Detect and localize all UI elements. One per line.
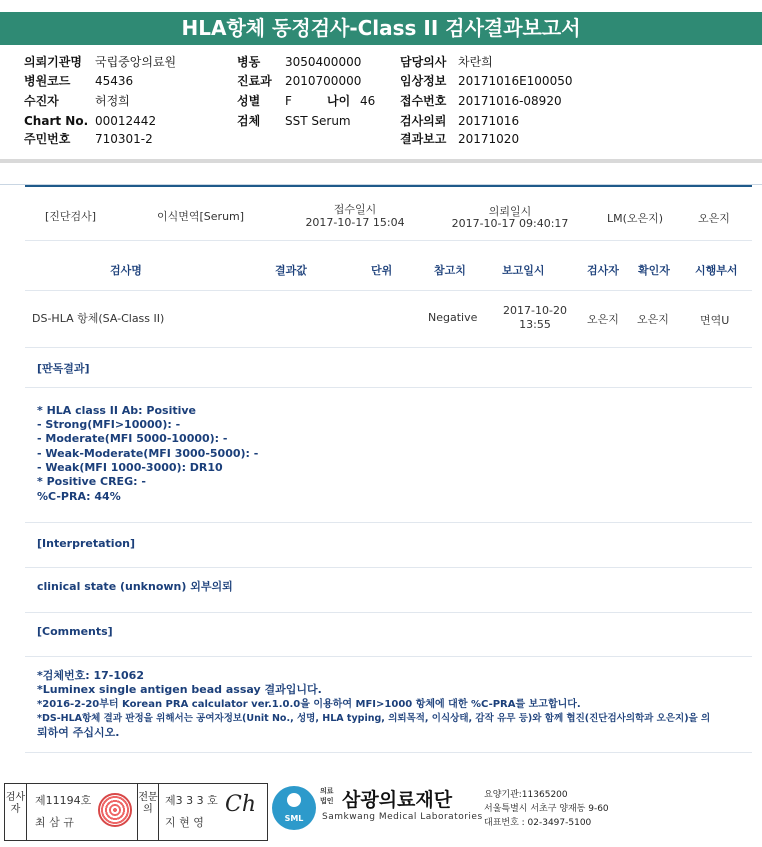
chart-label: Chart No. [24, 114, 89, 128]
signature: Ch [225, 792, 257, 817]
lab-name: LM(오은지) [607, 212, 664, 225]
person-name: 오은지 [698, 212, 730, 225]
clinical-value: 20171016E100050 [458, 74, 573, 88]
col-unit: 단위 [371, 264, 393, 277]
resident-value: 710301-2 [95, 132, 153, 146]
row-test: DS-HLA 항체(SA-Class II) [32, 312, 165, 325]
specimen-value: SST Serum [285, 114, 351, 128]
comment-line: 뢰하여 주십시오. [37, 726, 120, 739]
result-line: * HLA class II Ab: Positive [37, 404, 197, 417]
patient-info [0, 0, 762, 150]
col-reference: 참고치 [434, 264, 466, 277]
request-value: 20171016 [458, 114, 520, 128]
result-line: - Strong(MFI>10000): - [37, 418, 181, 431]
row-report-time: 13:55 [519, 318, 551, 331]
separator [25, 567, 752, 568]
logo-text: SML [284, 814, 304, 823]
address: 서울특별시 서초구 양재동 9-60 [484, 804, 609, 814]
separator [25, 752, 752, 753]
specimen-label: 검체 [237, 114, 261, 128]
seal-stamp [98, 793, 132, 827]
org-prefix-2: 법인 [320, 797, 334, 805]
institution-label: 의뢰기관명 [24, 55, 82, 69]
reviewer-number: 제3 3 3 호 [165, 794, 218, 807]
separator [25, 290, 752, 291]
result-line: - Weak(MFI 1000-3000): DR10 [37, 461, 223, 474]
hospital-code-label: 병원코드 [24, 74, 71, 88]
patient-value: 허정희 [95, 94, 130, 108]
col-report-date: 보고일시 [502, 264, 545, 277]
org-name-en: Samkwang Medical Laboratories [322, 812, 483, 822]
care-number: 요양기관:11365200 [484, 790, 568, 800]
received-label: 접수일시 [333, 203, 377, 216]
requested-label: 의뢰일시 [488, 205, 532, 218]
sex-label: 성별 [237, 94, 261, 108]
result-heading: [판독결과] [37, 362, 90, 375]
comment-line: *검체번호: 17-1062 [37, 669, 144, 682]
separator [25, 522, 752, 523]
tester-number: 제11194호 [35, 794, 92, 807]
divider-strip [0, 159, 762, 163]
org-name: 삼광의료재단 [342, 789, 453, 811]
col-tester: 검사자 [587, 264, 619, 277]
separator [25, 387, 752, 388]
age-label: 나이 [327, 94, 351, 108]
resident-label: 주민번호 [24, 132, 71, 146]
col-value: 결과값 [275, 264, 307, 277]
tester-label: 검사자 [5, 784, 27, 840]
row-tester: 오은지 [587, 313, 619, 326]
sml-logo-icon [272, 786, 316, 830]
accession-label: 접수번호 [400, 94, 447, 108]
result-value: 20171020 [458, 132, 520, 146]
org-prefix-1: 의료 [320, 787, 334, 795]
hospital-code-value: 45436 [95, 74, 134, 88]
col-confirmer: 확인자 [638, 264, 670, 277]
accession-value: 20171016-08920 [458, 94, 562, 108]
separator [25, 240, 752, 241]
ward-value: 3050400000 [285, 55, 362, 69]
separator [25, 347, 752, 348]
institution-value: 국립중앙의료원 [95, 55, 177, 69]
row-reference: Negative [428, 311, 478, 324]
doctor-value: 차란희 [458, 55, 493, 69]
phone: 대표번호 : 02-3497-5100 [484, 818, 592, 828]
row-report-date: 2017-10-20 [503, 304, 567, 317]
result-line: - Weak-Moderate(MFI 3000-5000): - [37, 447, 259, 460]
clinical-label: 임상정보 [400, 74, 447, 88]
dept-value: 2010700000 [285, 74, 362, 88]
signature-box [4, 783, 268, 841]
comment-line: *2016-2-20부터 Korean PRA calculator ver.1.0.0을 이용하여 MFI>1000 항체에 대한 %C-PRA를 보고합니다. [37, 699, 581, 710]
ward-label: 병동 [237, 55, 261, 69]
interpretation-heading: [Interpretation] [37, 537, 135, 550]
request-label: 검사의뢰 [400, 114, 447, 128]
result-line: %C-PRA: 44% [37, 490, 121, 503]
doctor-label: 담당의사 [400, 55, 447, 69]
comments-heading: [Comments] [37, 625, 113, 638]
separator [25, 656, 752, 657]
requested-value: 2017-10-17 09:40:17 [451, 217, 569, 230]
col-dept: 시행부서 [695, 264, 738, 277]
received-value: 2017-10-17 15:04 [305, 216, 405, 229]
logo-dot [287, 793, 301, 807]
interpretation-text: clinical state (unknown) 외부의뢰 [37, 580, 233, 593]
tester-name: 최 삼 규 [35, 816, 74, 829]
reviewer-label: 전문의 [137, 784, 159, 840]
dept-tag: [진단검사] [45, 210, 97, 223]
col-test: 검사명 [110, 264, 142, 277]
reviewer-name: 지 현 영 [165, 816, 204, 829]
result-line: - Moderate(MFI 5000-10000): - [37, 432, 228, 445]
patient-label: 수진자 [24, 94, 59, 108]
sex-value: F [285, 94, 292, 108]
divider-blue [25, 185, 752, 187]
comment-line: *Luminex single antigen bead assay 결과입니다. [37, 683, 322, 696]
specimen-tag: 이식면역[Serum] [157, 210, 245, 223]
comment-line: *DS-HLA항체 결과 판정을 위해서는 공여자정보(Unit No., 성명, HLA typing, 의뢰목적, 이식상태, 감작 유무 등)와 함께 협진(진단검사의학과 오은지)을 의 [37, 713, 711, 724]
dept-label: 진료과 [237, 74, 272, 88]
chart-value: 00012442 [95, 114, 157, 128]
result-line: * Positive CREG: - [37, 475, 146, 488]
separator [25, 612, 752, 613]
age-value: 46 [360, 94, 376, 108]
report-title: HLA항체 동정검사-Class II 검사결과보고서 [0, 12, 762, 45]
result-label: 결과보고 [400, 132, 447, 146]
row-confirmer: 오은지 [637, 313, 669, 326]
row-dept: 면역U [700, 314, 730, 327]
